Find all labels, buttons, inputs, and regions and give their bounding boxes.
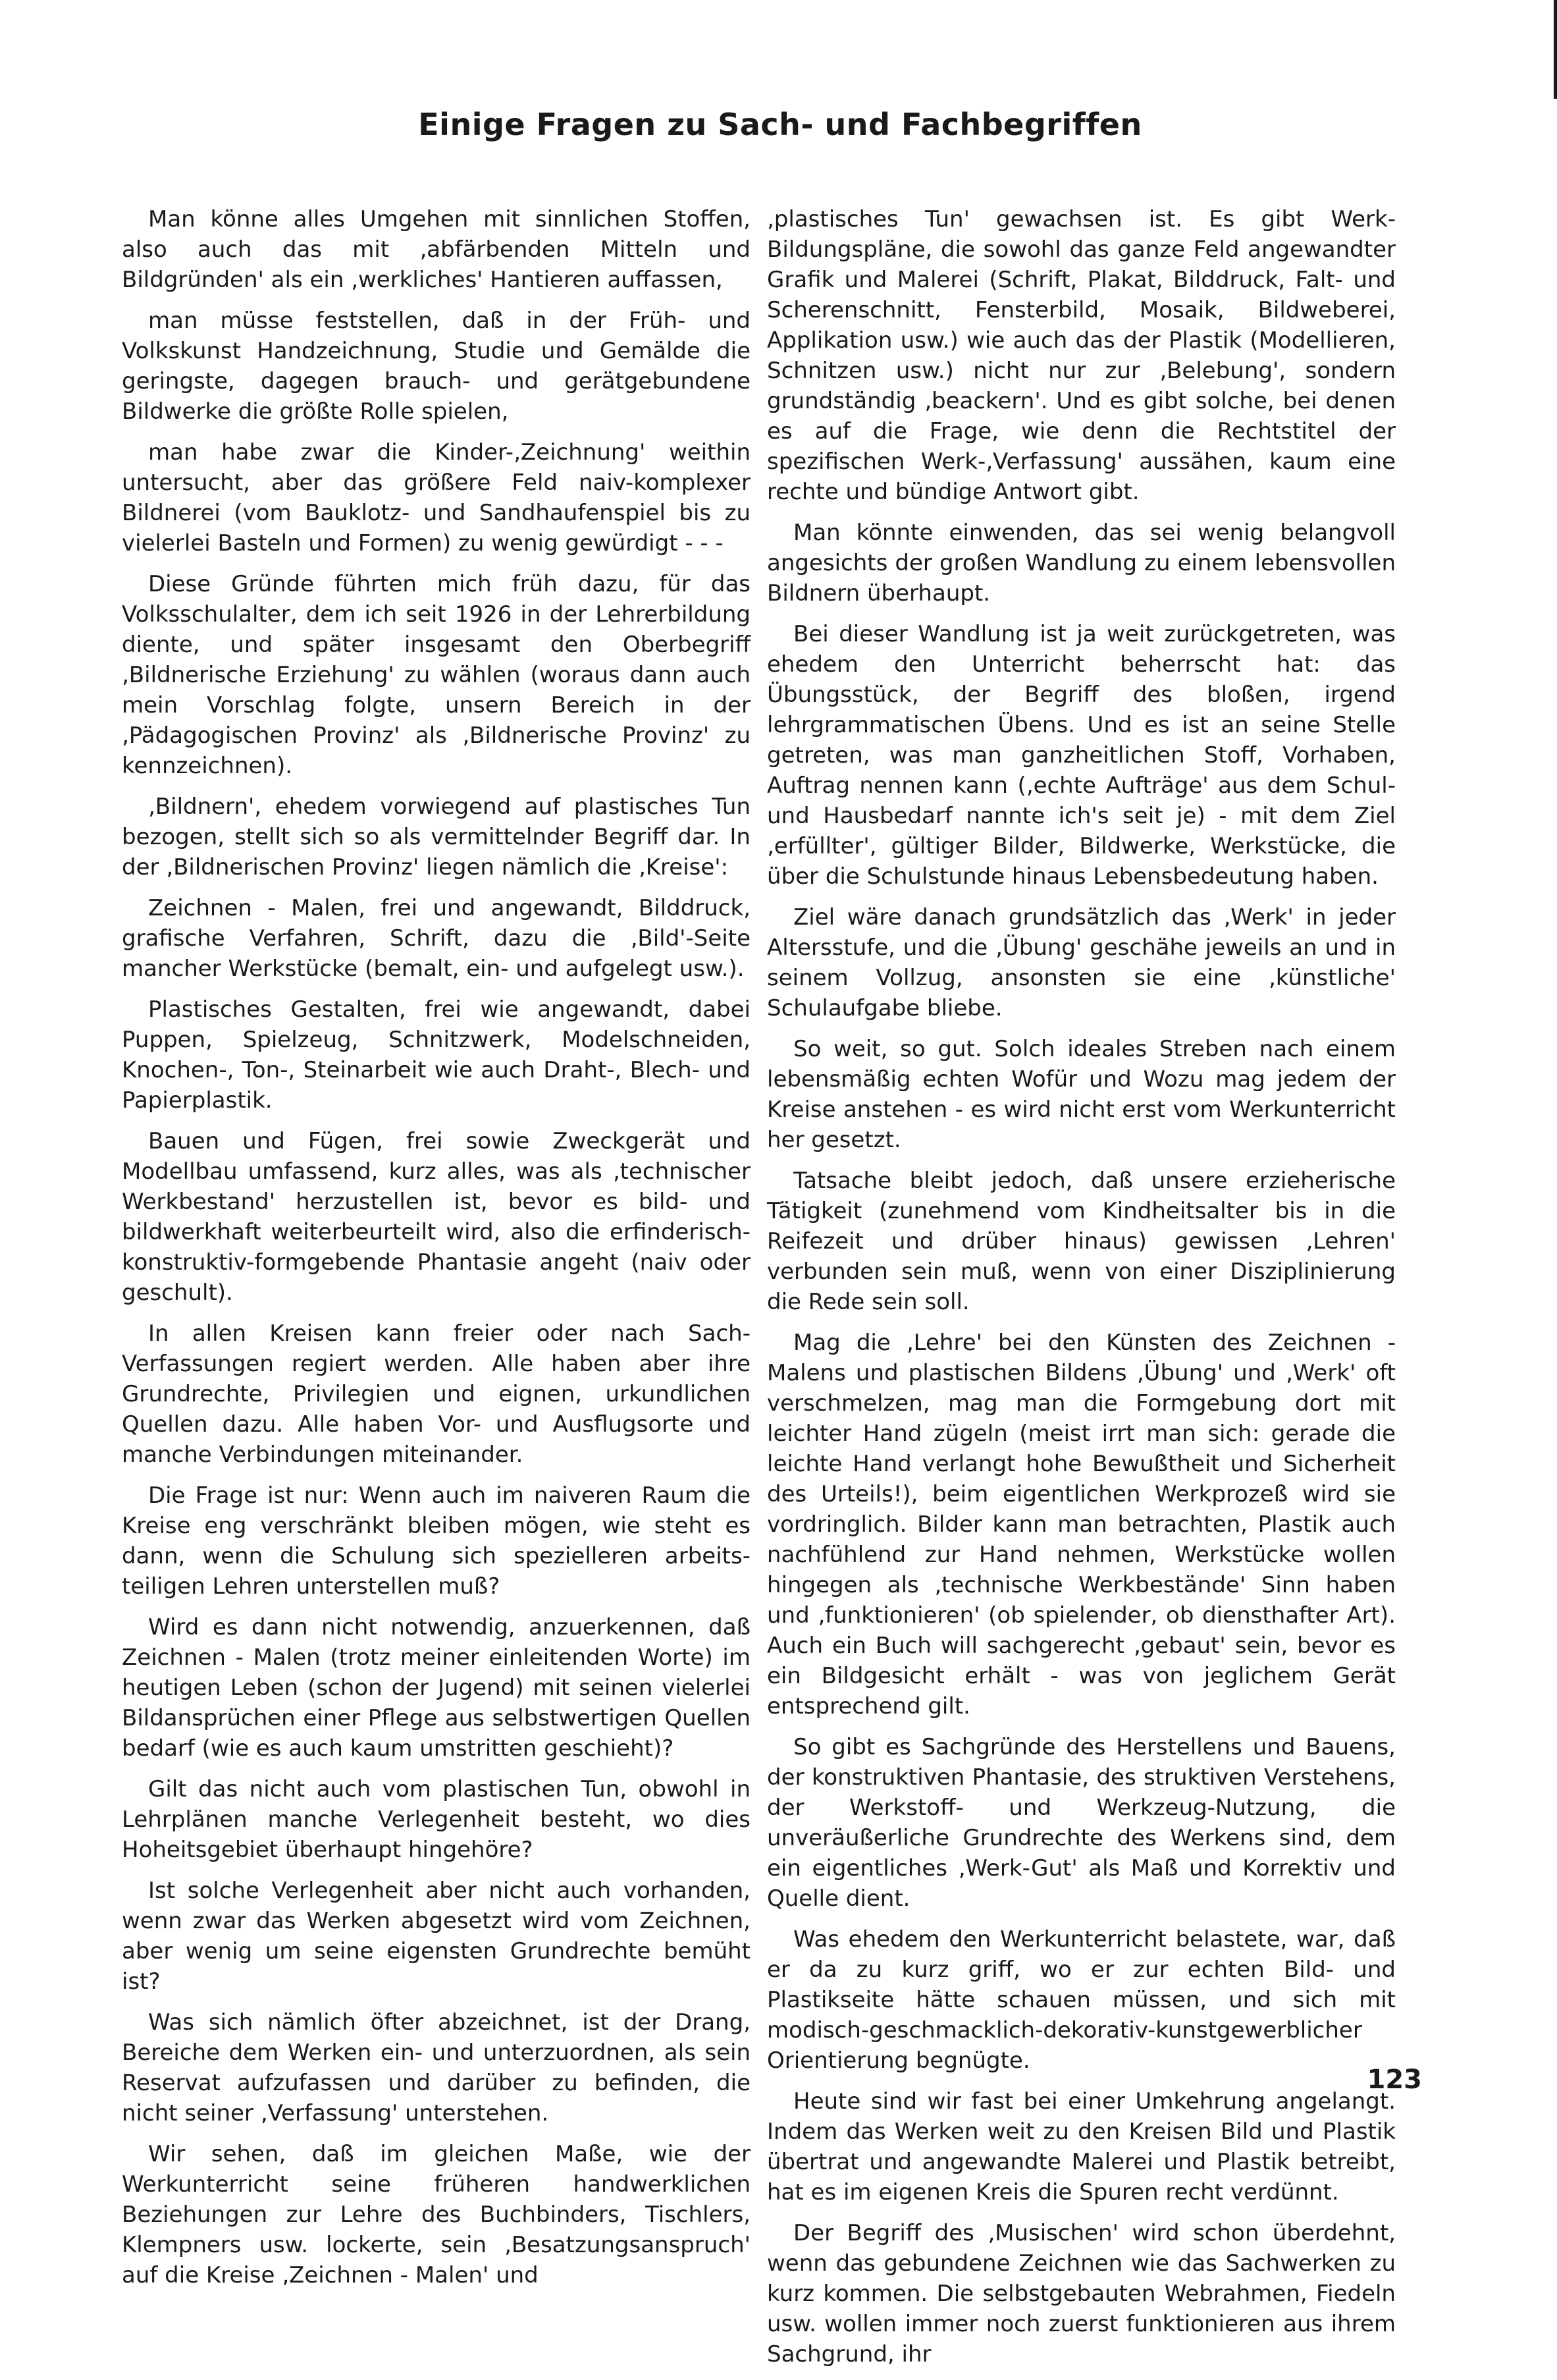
- page-edge-mark: [1554, 0, 1557, 99]
- paragraph: Was sich nämlich öfter abzeichnet, ist der Drang, Bereiche dem Werken ein- und unterzuordnen, als sein Reservat aufzufassen und darüber zu befinden, die nicht seiner ‚Verfassung' unterstehen.: [122, 2009, 751, 2126]
- paragraph: ‚plastisches Tun' gewachsen ist. Es gibt Werk-Bildungspläne, die sowohl das ganze Feld angewandter Grafik und Malerei (Schrift, Plakat, Bilddruck, Falt- und Scherenschnitt, Fensterbild, Mosaik, Bildweberei, Applikation usw.) wie auch das der Plastik (Modellieren, Schnitzen usw.) nicht nur zur ‚Belebung', sondern grundständig ‚beackern'. Und es gibt solche, bei denen es auf die Frage, wie denn die Rechtstitel der spezifischen Werk-‚Verfassung' aussähen, kaum eine rechte und bündige Antwort gibt.: [767, 206, 1396, 505]
- paragraph: Was ehedem den Werkunterricht belastete, war, daß er da zu kurz griff, wo er zur echten Bild- und Plastikseite hätte schauen müssen, und sich mit modisch-geschmacklich-dekorativ-kunstgewerblicher Orientierung begnügte.: [767, 1926, 1396, 2074]
- paragraph: Bei dieser Wandlung ist ja weit zurückgetreten, was ehedem den Unterricht beherrscht hat: das Übungsstück, der Begriff des bloßen, irgend lehrgrammatischen Übens. Und es ist an seine Stelle getreten, was man ganzheitlichen Stoff, Vorhaben, Auftrag nennen kann (‚echte Aufträge' aus dem Schul- und Hausbedarf nannte ich's seit je) - mit dem Ziel ‚erfüllter', gültiger Bilder, Bildwerke, Werkstücke, die über die Schulstunde hinaus Lebensbedeutung haben.: [767, 621, 1396, 890]
- paragraph: Plastisches Gestalten, frei wie angewandt, dabei Puppen, Spielzeug, Schnitzwerk, Modelschneiden, Knochen-, Ton-, Steinarbeit wie auch Draht-, Blech- und Papierplastik.: [122, 996, 751, 1114]
- page-number: 123: [1367, 2065, 1422, 2095]
- paragraph: Diese Gründe führten mich früh dazu, für das Volksschulalter, dem ich seit 1926 in der Lehrerbildung diente, und später insgesamt den Oberbegriff ‚Bildnerische Erziehung' zu wählen (woraus dann auch mein Vorschlag folgte, unsern Bereich in der ‚Pädagogischen Provinz' als ‚Bildnerische Provinz' zu kennzeichnen).: [122, 571, 751, 779]
- paragraph: man habe zwar die Kinder-‚Zeichnung' weithin untersucht, aber das größere Feld naiv-komplexer Bildnerei (vom Bauklotz- und Sandhaufenspiel bis zu vielerlei Basteln und Formen) zu wenig gewürdigt - - -: [122, 439, 751, 556]
- paragraph: man müsse feststellen, daß in der Früh- und Volkskunst Handzeichnung, Studie und Gemälde die geringste, dagegen brauch- und gerätgebundene Bildwerke die größte Rolle spielen,: [122, 308, 751, 425]
- paragraph: Der Begriff des ‚Musischen' wird schon überdehnt, wenn das gebundene Zeichnen wie das Sachwerken zu kurz kommen. Die selbstgebauten Webrahmen, Fiedeln usw. wollen immer noch zuerst funktionieren aus ihrem Sachgrund, ihr: [767, 2220, 1396, 2367]
- paragraph: So gibt es Sachgründe des Herstellens und Bauens, der konstruktiven Phantasie, des struktiven Verstehens, der Werkstoff- und Werkzeug-Nutzung, die unveräußerliche Grundrechte des Werkens sind, dem ein eigentliches ‚Werk-Gut' als Maß und Korrektiv und Quelle dient.: [767, 1734, 1396, 1912]
- paragraph: Ist solche Verlegenheit aber nicht auch vorhanden, wenn zwar das Werken abgesetzt wird vom Zeichnen, aber wenig um seine eigensten Grundrechte bemüht ist?: [122, 1878, 751, 1995]
- paragraph: Man könnte einwenden, das sei wenig belangvoll angesichts der großen Wandlung zu einem lebensvollen Bildnern überhaupt.: [767, 520, 1396, 607]
- paragraph: Gilt das nicht auch vom plastischen Tun, obwohl in Lehrplänen manche Verlegenheit besteht, wo dies Hoheitsgebiet überhaupt hingehöre?: [122, 1776, 751, 1863]
- article-title: Einige Fragen zu Sach- und Fachbegriffen: [418, 107, 1142, 142]
- paragraph: Ziel wäre danach grundsätzlich das ‚Werk' in jeder Altersstufe, und die ‚Übung' geschähe jeweils an und in seinem Vollzug, ansonsten sie eine ‚künstliche' Schulaufgabe bliebe.: [767, 904, 1396, 1021]
- paragraph: So weit, so gut. Solch ideales Streben nach einem lebensmäßig echten Wofür und Wozu mag jedem der Kreise anstehen - es wird nicht erst vom Werkunterricht her gesetzt.: [767, 1036, 1396, 1153]
- paragraph: Die Frage ist nur: Wenn auch im naiveren Raum die Kreise eng verschränkt bleiben mögen, wie steht es dann, wenn die Schulung sich spezielleren arbeits-teiligen Lehren unterstellen muß?: [122, 1482, 751, 1600]
- right-text-column: [767, 204, 1396, 2380]
- paragraph: Heute sind wir fast bei einer Umkehrung angelangt. Indem das Werken weit zu den Kreisen Bild und Plastik übertrat und angewandte Malerei und Plastik betreibt, hat es im eigenen Kreis die Spuren recht verdünnt.: [767, 2088, 1396, 2205]
- paragraph: Wird es dann nicht notwendig, anzuerkennen, daß Zeichnen - Malen (trotz meiner einleitenden Worte) im heutigen Leben (schon der Jugend) mit seinen vielerlei Bildansprüchen einer Pflege aus selbstwertigen Quellen bedarf (wie es auch kaum umstritten geschieht)?: [122, 1614, 751, 1762]
- paragraph: Bauen und Fügen, frei sowie Zweckgerät und Modellbau umfassend, kurz alles, was als ‚technischer Werkbestand' herzustellen ist, bevor es bild- und bildwerkhaft weiterbeurteilt wird, also die erfinderisch-konstruktiv-formgebende Phantasie angeht (naiv oder geschult).: [122, 1128, 751, 1306]
- paragraph: ‚Bildnern', ehedem vorwiegend auf plastisches Tun bezogen, stellt sich so als vermittelnder Begriff dar. In der ‚Bildnerischen Provinz' liegen nämlich die ‚Kreise':: [122, 794, 751, 880]
- paragraph: Man könne alles Umgehen mit sinnlichen Stoffen, also auch das mit ‚abfärbenden Mitteln und Bildgründen' als ein ‚werkliches' Hantieren auffassen,: [122, 206, 751, 293]
- paragraph: Tatsache bleibt jedoch, daß unsere erzieherische Tätigkeit (zunehmend vom Kindheitsalter bis in die Reifezeit und drüber hinaus) gewissen ‚Lehren' verbunden sein muß, wenn von einer Disziplinierung die Rede sein soll.: [767, 1168, 1396, 1315]
- paragraph: Wir sehen, daß im gleichen Maße, wie der Werkunterricht seine früheren handwerklichen Beziehungen zur Lehre des Buchbinders, Tischlers, Klempners usw. lockerte, sein ‚Besatzungsanspruch' auf die Kreise ‚Zeichnen - Malen' und: [122, 2141, 751, 2288]
- left-text-column: [122, 204, 751, 2301]
- paragraph: Zeichnen - Malen, frei und angewandt, Bilddruck, grafische Verfahren, Schrift, dazu die ‚Bild'-Seite mancher Werkstücke (bemalt, ein- und aufgelegt usw.).: [122, 895, 751, 982]
- paragraph: Mag die ‚Lehre' bei den Künsten des Zeichnen - Malens und plastischen Bildens ‚Übung' und ‚Werk' oft verschmelzen, mag man die Formgebung dort mit leichter Hand zügeln (meist irrt man sich: gerade die leichte Hand verlangt hohe Bewußtheit und Sicherheit des Urteils!), beim eigentlichen Werkprozeß wird sie vordringlich. Bilder kann man betrachten, Plastik auch nachfühlend zur Hand nehmen, Werkstücke wollen hingegen als ‚technische Werkbestände' Sinn haben und ‚funktionieren' (ob spielender, ob diensthafter Art). Auch ein Buch will sachgerecht ‚gebaut' sein, bevor es ein Bildgesicht erhält - was von jeglichem Gerät entsprechend gilt.: [767, 1330, 1396, 1719]
- paragraph: In allen Kreisen kann freier oder nach Sach-Verfassungen regiert werden. Alle haben aber ihre Grundrechte, Privilegien und eignen, urkundlichen Quellen dazu. Alle haben Vor- und Ausflugsorte und manche Verbindungen miteinander.: [122, 1320, 751, 1468]
